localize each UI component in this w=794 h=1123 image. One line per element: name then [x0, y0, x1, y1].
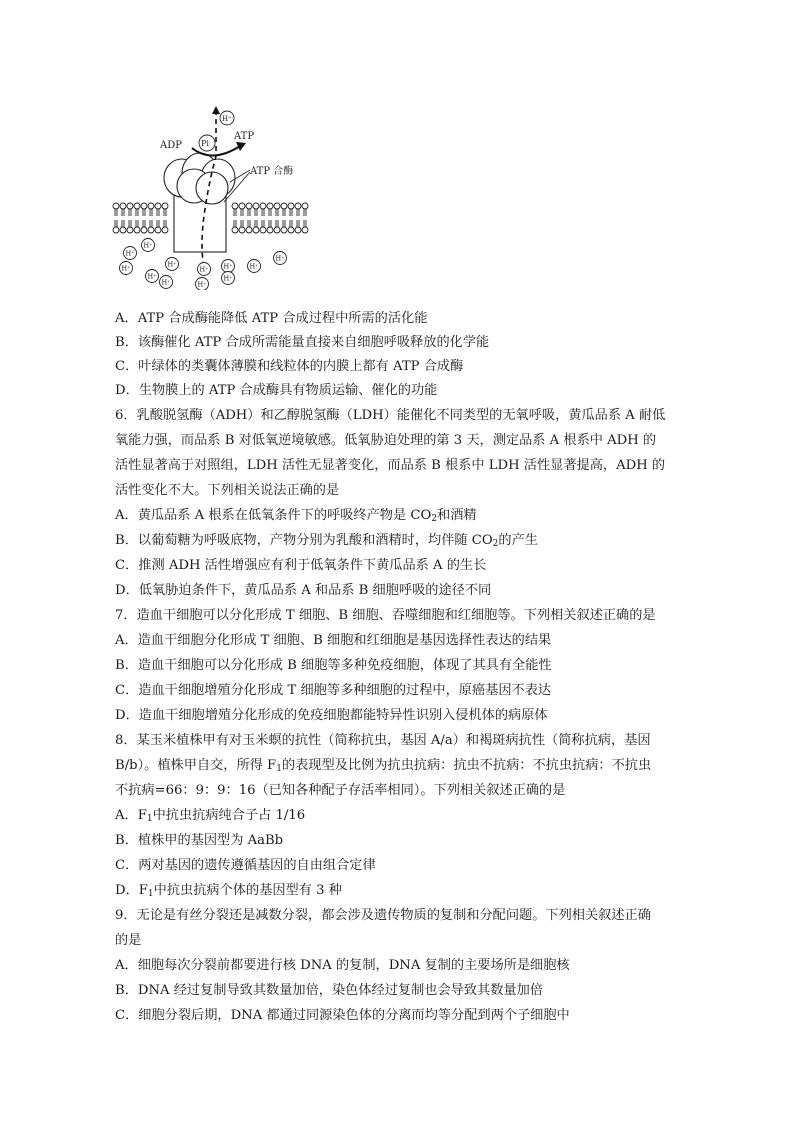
adp-label: ADP: [160, 140, 182, 151]
subscript: 2: [492, 539, 499, 549]
proton-ion-label: H⁺: [199, 265, 209, 274]
q8-option-a-text-end: 中抗虫抗病纯合子占 1/16: [152, 808, 306, 823]
q7-stem: 7．造血干细胞可以分化形成 T 细胞、B 细胞、吞噬细胞和红细胞等。下列相关叙述正确的是: [115, 608, 656, 623]
proton-ion-label: H⁺: [197, 280, 207, 289]
subscript: 1: [147, 889, 154, 899]
q6-option-a-text-end: 和酒精: [437, 508, 477, 523]
q6-option-a: [115, 507, 695, 525]
q8-option-a: [115, 807, 695, 825]
q7-option-b: B．造血干细胞可以分化形成 B 细胞等多种免疫细胞，体现了其具有全能性: [115, 658, 552, 673]
q6-option-c: C．推测 ADH 活性增强应有利于低氧条件下黄瓜品系 A 的生长: [115, 558, 487, 573]
q6-stem-line-1: 6．乳酸脱氢酶（ADH）和乙醇脱氢酶（LDH）能催化不同类型的无氧呼吸，黄瓜品系 A 耐低: [115, 408, 666, 423]
q8-option-b: B．植株甲的基因型为 AaBb: [115, 833, 284, 848]
subscript: 2: [431, 514, 438, 524]
q8-stem-line-2: [115, 757, 695, 775]
q8-option-d: [115, 882, 695, 900]
proton-ion-label: H⁺: [147, 272, 157, 281]
arrow-up-icon: [212, 106, 220, 114]
q9-stem-line-2: 的是: [115, 933, 142, 948]
q9-option-b: B．DNA 经过复制导致其数量加倍，染色体经过复制也会导致其数量加倍: [115, 983, 543, 998]
atp-synthase-diagram: [112, 106, 312, 290]
atp-label: ATP: [234, 131, 255, 142]
q6-option-b-text: B．以葡萄糖为呼吸底物，产物分别为乳酸和酒精时，均伴随 CO: [115, 533, 493, 548]
proton-ion-label: H⁺: [161, 278, 171, 287]
q9-option-a: A．细胞每次分裂前都要进行核 DNA 的复制，DNA 复制的主要场所是细胞核: [115, 958, 570, 973]
q7-option-c: C．造血干细胞增殖分化形成 T 细胞等多种细胞的过程中，原癌基因不表达: [115, 683, 552, 698]
proton-ion-label: H⁺: [275, 254, 285, 263]
subscript: 1: [276, 764, 282, 774]
q6-option-d: D．低氧胁迫条件下，黄瓜品系 A 和品系 B 细胞呼吸的途径不同: [115, 583, 492, 598]
q9-option-c: C．细胞分裂后期，DNA 都通过同源染色体的分离而均等分配到两个子细胞中: [115, 1008, 570, 1023]
q8-stem-text-end: 的表现型及比例为抗虫抗病：抗虫不抗病：不抗虫抗病：不抗虫: [281, 758, 652, 773]
q6-stem-line-4: 活性变化不大。下列相关说法正确的是: [115, 483, 340, 498]
q5-option-a: A．ATP 合成酶能降低 ATP 合成过程中所需的活化能: [115, 311, 428, 326]
proton-ion-label: H⁺: [249, 262, 259, 271]
q5-option-d: D．生物膜上的 ATP 合成酶具有物质运输、催化的功能: [115, 383, 438, 398]
q8-stem-line-1: 8．某玉米植株甲有对玉米螟的抗性（简称抗虫，基因 A/a）和褐斑病抗性（简称抗病，基因: [115, 733, 651, 748]
proton-ion-label: H⁺: [223, 274, 233, 283]
proton-ion-label: H⁺: [167, 260, 177, 269]
proton-ion-label: H⁺: [223, 262, 233, 271]
proton-ion-label: H⁺: [143, 241, 153, 250]
q6-stem-line-3: 活性显著高于对照组，LDH 活性无显著变化，而品系 B 根系中 LDH 活性显著提高，ADH 的: [115, 458, 666, 473]
q6-option-b-text-end: 的产生: [498, 533, 538, 548]
q9-stem-line-1: 9．无论是有丝分裂还是减数分裂，都会涉及遗传物质的复制和分配问题。下列相关叙述正确: [115, 908, 651, 923]
proton-ion-label: H⁺: [125, 249, 135, 258]
q8-stem-line-3: 不抗病=66：9：9：16（已知各种配子存活率相同）。下列相关叙述正确的是: [115, 783, 566, 798]
q6-option-b: [115, 532, 695, 550]
proton-ion-label: H⁺: [121, 264, 131, 273]
q8-stem-text: B/b）。植株甲自交，所得 F: [115, 758, 277, 773]
atp-synthase-figure: [112, 106, 312, 290]
q6-option-a-text: A．黄瓜品系 A 根系在低氧条件下的呼吸终产物是 CO: [115, 508, 432, 523]
q5-option-b: B．该酶催化 ATP 合成所需能量直接来自细胞呼吸释放的化学能: [115, 335, 490, 350]
enzyme-label: ATP 合酶: [250, 166, 294, 177]
q7-option-d: D．造血干细胞增殖分化形成的免疫细胞都能特异性识别入侵机体的病原体: [115, 708, 548, 723]
q5-option-c: C．叶绿体的类囊体薄膜和线粒体的内膜上都有 ATP 合成酶: [115, 359, 464, 374]
proton-top-label: H⁺: [222, 115, 232, 123]
subscript: 1: [146, 814, 153, 824]
q8-option-c: C．两对基因的遗传遵循基因的自由组合定律: [115, 858, 376, 873]
q8-option-d-text: D．F: [115, 883, 148, 898]
q7-option-a: A．造血干细胞分化形成 T 细胞、B 细胞和红细胞是基因选择性表达的结果: [115, 633, 552, 648]
q8-option-d-text-end: 中抗虫抗病个体的基因型有 3 种: [153, 883, 342, 898]
q6-stem-line-2: 氧能力强，而品系 B 对低氧逆境敏感。低氧胁迫处理的第 3 天，测定品系 A 根系中 ADH 的: [115, 433, 657, 448]
q8-option-a-text: A．F: [115, 808, 147, 823]
pi-label: Pi: [201, 139, 209, 148]
